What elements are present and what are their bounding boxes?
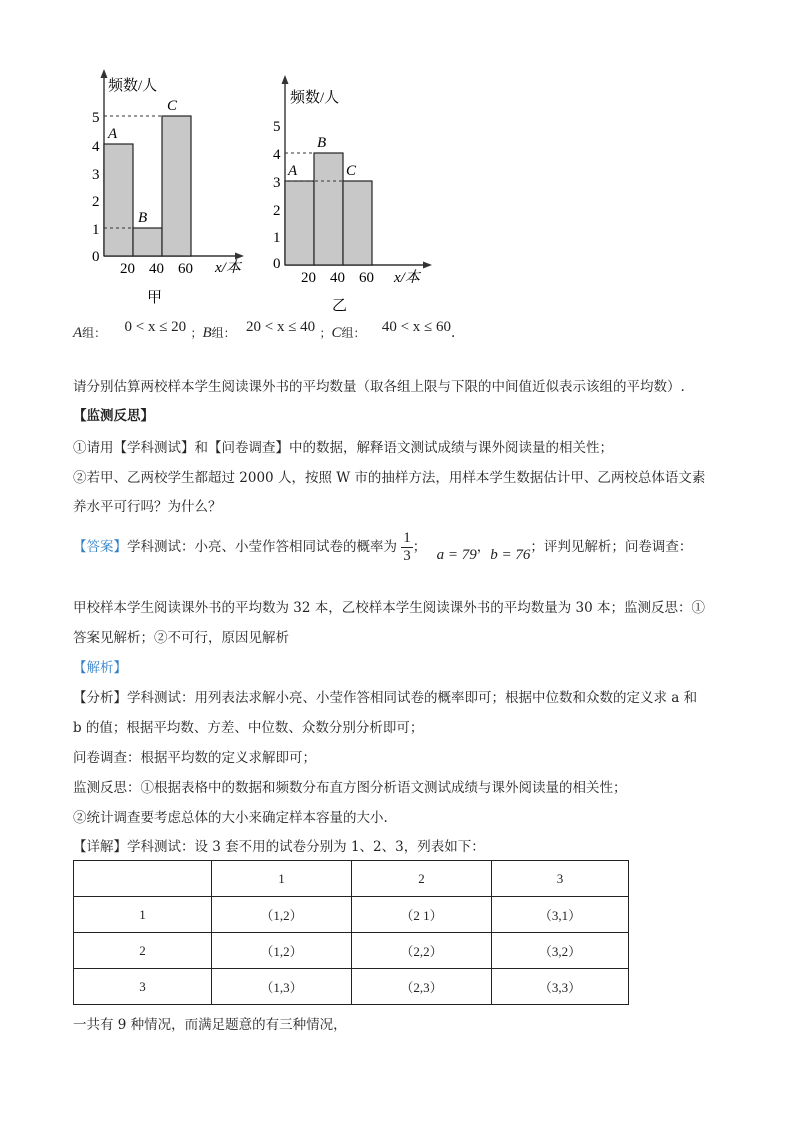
jia-xtick-60: 60: [178, 261, 193, 277]
yi-label-a: A: [288, 163, 298, 179]
table-row: [74, 897, 629, 933]
group-c-label: C: [331, 325, 342, 341]
fraction-numerator: 1: [403, 530, 411, 546]
jia-bar-a: [104, 144, 133, 256]
answer-a-value: a = 79: [436, 547, 477, 563]
monitor-item-2-line-2: 养水平可行吗？为什么？: [73, 499, 222, 515]
group-b-label: B: [202, 325, 212, 341]
group-sep-1: ；: [190, 326, 203, 340]
table-cell: 1: [74, 897, 212, 933]
monitor-item-2-line-1: ②若甲、乙两校学生都超过 2000 人，按照 W 市的抽样方法，用样本学生数据估计甲、乙两校总体语文素: [73, 470, 706, 486]
group-a-label: A: [73, 325, 83, 341]
answer-part-2: ；评判见解析；问卷调查：: [530, 539, 693, 555]
group-a-range: 0 < x ≤ 20: [124, 319, 187, 335]
table-cell: 2: [74, 933, 212, 969]
answer-line-1: [73, 530, 692, 565]
table-cell: （2,2）: [352, 933, 492, 969]
table-cell: （3,2）: [492, 933, 629, 969]
answer-comma: ，: [476, 539, 491, 555]
jia-bar-c: [162, 116, 191, 256]
yi-xlabel: x/本: [394, 270, 420, 286]
table-cell: （3,3）: [492, 969, 629, 1005]
yi-label-b: B: [317, 135, 327, 151]
answer-sep: ；: [412, 539, 427, 555]
table-cell: （1,3）: [212, 969, 352, 1005]
yi-ytick-1: 1: [273, 230, 281, 246]
table-cell: （2,3）: [352, 969, 492, 1005]
jia-ytick-1: 1: [92, 222, 100, 238]
table-row: [74, 933, 629, 969]
analysis-tag: 【解析】: [73, 660, 127, 676]
yi-xtick-60: 60: [359, 270, 374, 286]
table-header-cell: 3: [492, 861, 629, 897]
table-header-cell: 2: [352, 861, 492, 897]
jia-caption: 甲: [147, 290, 163, 306]
monitor-heading: 【监测反思】: [73, 408, 154, 424]
answer-line-2: 甲校样本学生阅读课外书的平均数为 32 本，乙校样本学生阅读课外书的平均数量为 30 本；监测反思：①: [73, 600, 706, 616]
table-cell: （1,2）: [212, 897, 352, 933]
group-sep-2: ；: [319, 326, 332, 340]
table-cell: （2 1）: [352, 897, 492, 933]
probability-fraction: [401, 530, 413, 565]
yi-xtick-20: 20: [301, 270, 316, 286]
yi-ylabel: 频数/人: [290, 90, 340, 106]
analysis-line-5: ②统计调查要考虑总体的大小来确定样本容量的大小.: [73, 810, 388, 826]
group-definitions: [73, 319, 456, 342]
conclusion-text: 一共有 9 种情况，而满足题意的有三种情况，: [73, 1017, 347, 1033]
jia-ytick-4: 4: [92, 139, 100, 155]
jia-ytick-5: 5: [92, 110, 100, 126]
jia-ytick-0: 0: [92, 249, 100, 265]
table-header-cell: [74, 861, 212, 897]
analysis-line-1: 【分析】学科测试：用列表法求解小亮、小莹作答相同试卷的概率即可；根据中位数和众数的定义求 a 和: [73, 690, 698, 706]
answer-tag: 【答案】: [73, 539, 127, 555]
yi-ytick-2: 2: [273, 203, 281, 219]
jia-xlabel: x/本: [215, 260, 241, 276]
histogram-yi: [260, 70, 445, 320]
table-cell: 3: [74, 969, 212, 1005]
table-row: [74, 969, 629, 1005]
jia-xtick-20: 20: [120, 261, 135, 277]
jia-label-c: C: [167, 98, 178, 114]
jia-bar-b: [133, 228, 162, 256]
yi-ytick-3: 3: [273, 175, 281, 191]
yi-label-c: C: [346, 163, 357, 179]
jia-label-b: B: [138, 210, 148, 226]
outcome-table: [73, 860, 629, 1005]
answer-part-1: 学科测试：小亮、小莹作答相同试卷的概率为: [127, 539, 397, 555]
group-b-range: 20 < x ≤ 40: [245, 319, 316, 335]
table-cell: （3,1）: [492, 897, 629, 933]
table-header-row: [74, 861, 629, 897]
jia-ytick-3: 3: [92, 167, 100, 183]
yi-caption: 乙: [332, 298, 348, 314]
analysis-line-3: 问卷调查：根据平均数的定义求解即可；: [73, 750, 316, 766]
jia-xtick-40: 40: [149, 261, 164, 277]
group-c-range: 40 < x ≤ 60: [381, 319, 452, 335]
question-text: 请分别估算两校样本学生阅读课外书的平均数量（取各组上限与下限的中间值近似表示该组的平均数）.: [73, 379, 685, 395]
group-end: .: [451, 325, 456, 341]
jia-ytick-2: 2: [92, 194, 100, 210]
analysis-line-4: 监测反思：①根据表格中的数据和频数分布直方图分析语文测试成绩与课外阅读量的相关性；: [73, 780, 627, 796]
answer-b-value: b = 76: [490, 547, 531, 563]
yi-xtick-40: 40: [330, 270, 345, 286]
answer-line-3: 答案见解析；②不可行，原因见解析: [73, 630, 289, 646]
yi-ytick-4: 4: [273, 147, 281, 163]
jia-label-a: A: [108, 126, 118, 142]
analysis-line-6: 【详解】学科测试：设 3 套不用的试卷分别为 1、2、3，列表如下：: [73, 839, 485, 855]
analysis-line-2: b 的值；根据平均数、方差、中位数、众数分别分析即可；: [73, 720, 424, 736]
group-a-suffix: 组：: [82, 326, 107, 340]
yi-bar-b: [314, 153, 343, 265]
jia-ylabel: 频数/人: [108, 78, 158, 94]
yi-bar-c: [343, 181, 372, 265]
yi-ytick-5: 5: [273, 119, 281, 135]
histogram-jia: [80, 66, 255, 306]
yi-bar-a: [285, 181, 314, 265]
monitor-item-1: ①请用【学科测试】和【问卷调查】中的数据，解释语文测试成绩与课外阅读量的相关性；: [73, 440, 613, 456]
group-c-suffix: 组：: [341, 326, 366, 340]
group-b-suffix: 组：: [211, 326, 236, 340]
yi-ytick-0: 0: [273, 256, 281, 272]
table-cell: （1,2）: [212, 933, 352, 969]
fraction-denominator: 3: [403, 548, 411, 564]
table-header-cell: 1: [212, 861, 352, 897]
